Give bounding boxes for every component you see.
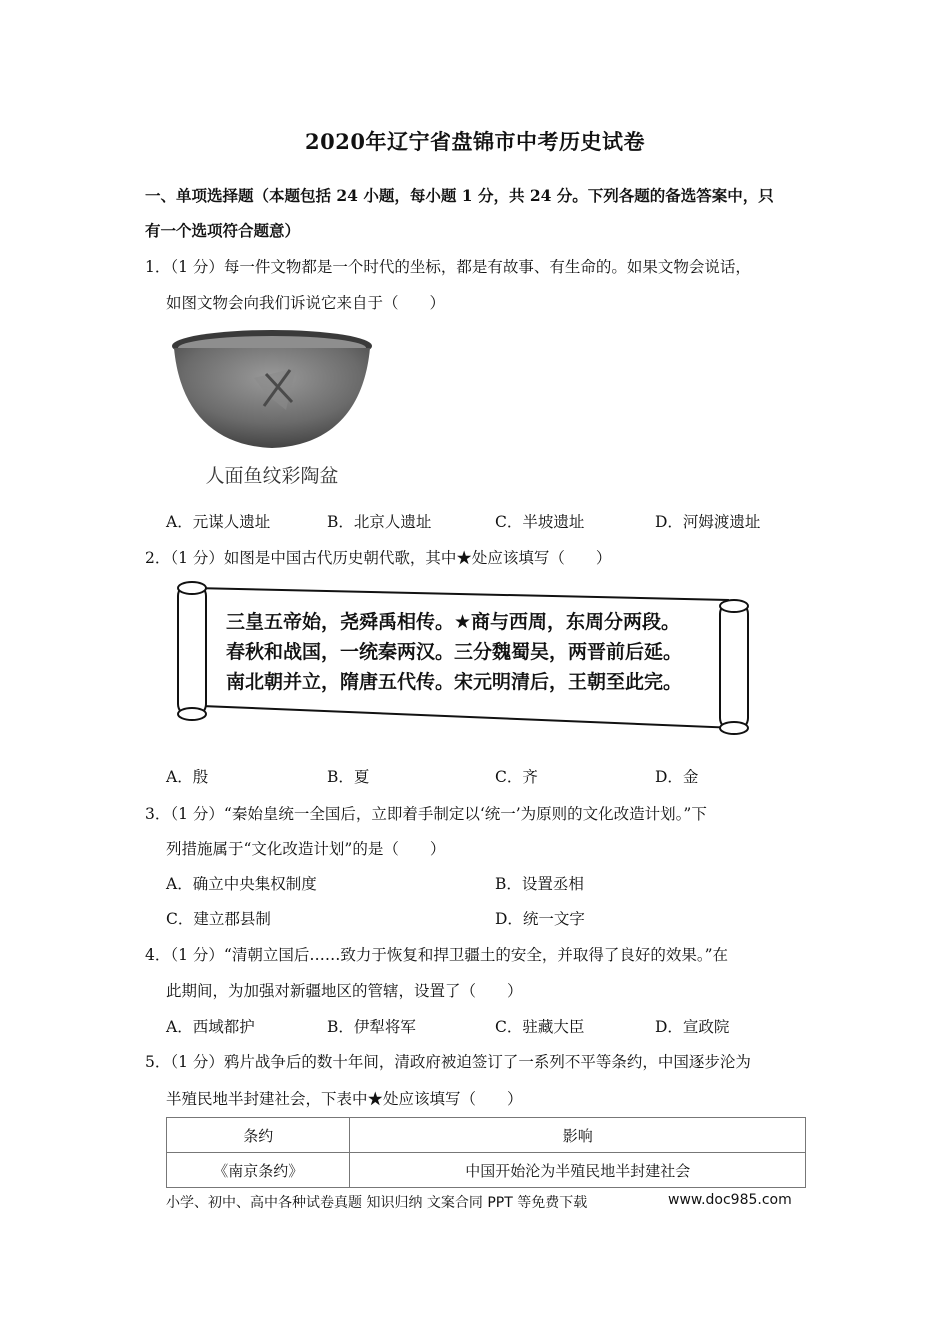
- q2-option-b: B．夏: [327, 768, 370, 786]
- question-5-line1: 5．（1 分）鸦片战争后的数十年间，清政府被迫签订了一系列不平等条约，中国逐步沦为: [145, 1053, 751, 1071]
- scroll-line-2: 春秋和战国，一统秦两汉。三分魏蜀吴，两晋前后延。: [226, 641, 683, 663]
- table-row: [167, 1153, 806, 1188]
- q2-option-c: C．齐: [495, 768, 538, 786]
- table-header-row: [167, 1118, 806, 1153]
- treaty-table: [166, 1117, 806, 1188]
- scroll-line-1: 三皇五帝始，尧舜禹相传。★商与西周，东周分两段。: [226, 611, 681, 633]
- table-header-cell: 影响: [350, 1118, 806, 1153]
- q3-option-a: A．确立中央集权制度: [166, 875, 317, 893]
- q3-option-d: D．统一文字: [495, 910, 585, 928]
- q4-option-b: B．伊犁将军: [327, 1018, 416, 1036]
- q4-option-c: C．驻藏大臣: [495, 1018, 585, 1036]
- table-cell: 《南京条约》: [167, 1153, 350, 1188]
- question-1-line2: 如图文物会向我们诉说它来自于（ ）: [166, 294, 446, 312]
- footer-text: 小学、初中、高中各种试卷真题 知识归纳 文案合同 PPT 等免费下载: [166, 1195, 588, 1211]
- pottery-bowl-image: [166, 318, 378, 498]
- q1-option-c: C．半坡遗址: [495, 513, 585, 531]
- q4-option-a: A．西域都护: [166, 1018, 255, 1036]
- q1-option-d: D．河姆渡遗址: [655, 513, 761, 531]
- q3-option-b: B．设置丞相: [495, 875, 584, 893]
- question-4-line1: 4．（1 分）“清朝立国后……致力于恢复和捍卫疆土的安全，并取得了良好的效果。”在: [145, 946, 729, 964]
- q1-option-a: A．元谋人遗址: [166, 513, 271, 531]
- bowl-caption: 人面鱼纹彩陶盆: [205, 465, 339, 487]
- question-1-line1: 1．（1 分）每一件文物都是一个时代的坐标，都是有故事、有生命的。如果文物会说话，: [145, 258, 751, 276]
- q3-option-c: C．建立郡县制: [166, 910, 271, 928]
- section-heading-line2: 有一个选项符合题意）: [145, 221, 301, 240]
- table-cell: 中国开始沦为半殖民地半封建社会: [350, 1153, 806, 1188]
- question-3-line2: 列措施属于“文化改造计划”的是（ ）: [166, 840, 446, 858]
- footer-url[interactable]: www.doc985.com: [668, 1192, 792, 1208]
- section-heading-line1: 一、单项选择题（本题包括 24 小题，每小题 1 分，共 24 分。下列各题的备选答案中，只: [145, 186, 774, 205]
- scroll-line-3: 南北朝并立，隋唐五代传。宋元明清后，王朝至此完。: [226, 671, 683, 693]
- q2-option-d: D．金: [655, 768, 699, 786]
- question-4-line2: 此期间，为加强对新疆地区的管辖，设置了（ ）: [166, 982, 523, 1000]
- q2-option-a: A．殷: [166, 768, 209, 786]
- question-5-line2: 半殖民地半封建社会，下表中★处应该填写（ ）: [166, 1090, 523, 1108]
- question-2-line1: 2．（1 分）如图是中国古代历史朝代歌，其中★处应该填写（ ）: [145, 549, 612, 567]
- q1-option-b: B．北京人遗址: [327, 513, 432, 531]
- q4-option-d: D．宣政院: [655, 1018, 730, 1036]
- dynasty-song-scroll-image: [168, 578, 758, 738]
- page-title: 2020年辽宁省盘锦市中考历史试卷: [305, 129, 645, 154]
- table-header-cell: 条约: [167, 1118, 350, 1153]
- question-3-line1: 3．（1 分）“秦始皇统一全国后，立即着手制定以‘统一’为原则的文化改造计划。”下: [145, 805, 707, 823]
